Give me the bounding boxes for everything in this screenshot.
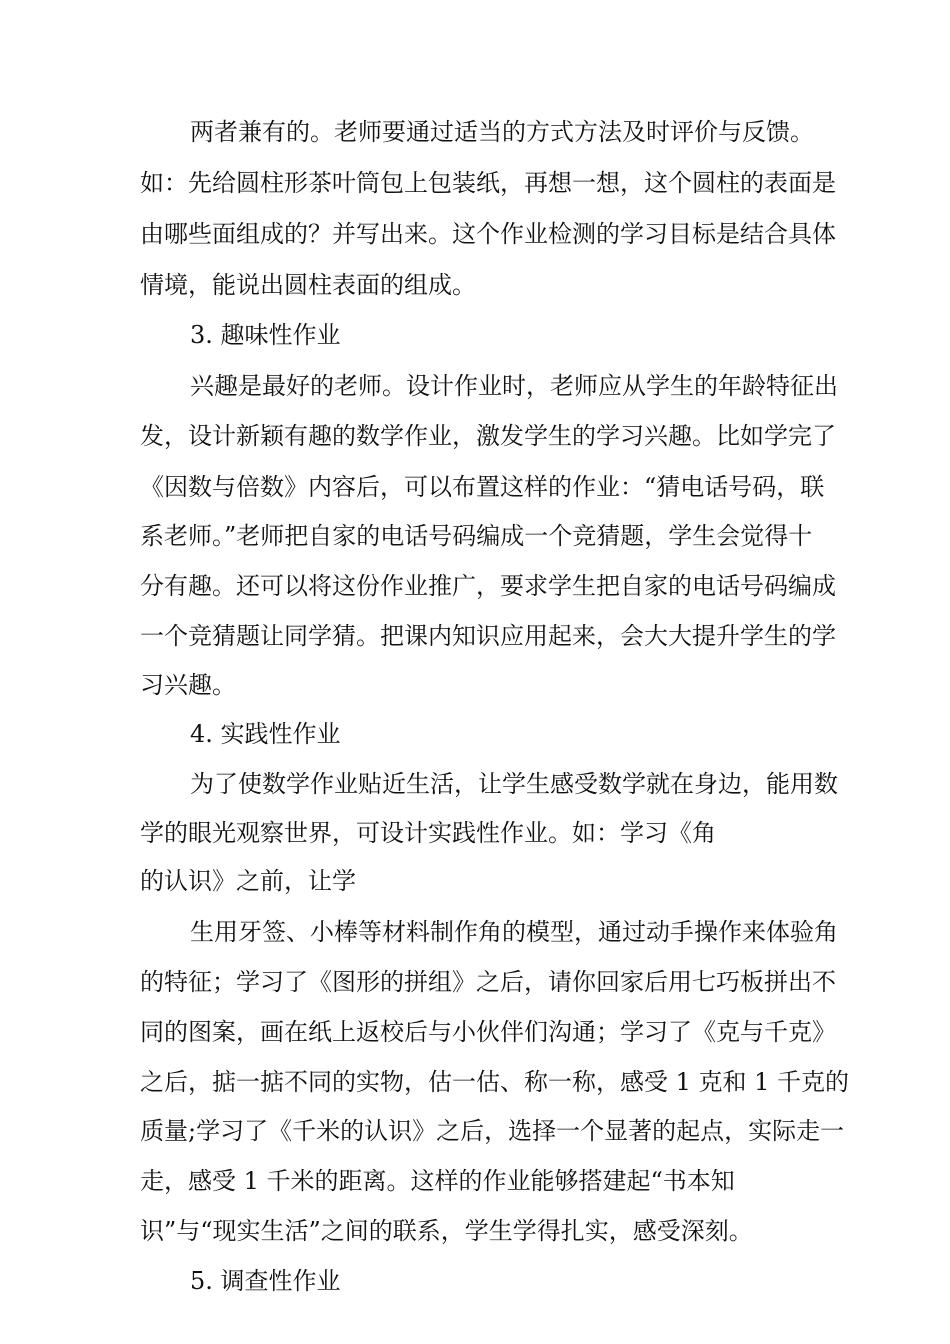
section-heading: 3. 趣味性作业 — [190, 321, 341, 349]
paragraph-line: 分有趣。还可以将这份作业推广，要求学生把自家的电话号码编成 — [140, 572, 836, 600]
paragraph-line: 由哪些面组成的？并写出来。这个作业检测的学习目标是结合具体 — [140, 220, 836, 248]
paragraph-line: 兴趣是最好的老师。设计作业时，老师应从学生的年龄特征出 — [190, 372, 838, 400]
paragraph-line: 一个竞猜题让同学猜。把课内知识应用起来，会大大提升学生的学 — [140, 622, 836, 650]
paragraph-line: 情境，能说出圆柱表面的组成。 — [140, 271, 476, 299]
paragraph-line: 学的眼光观察世界，可设计实践性作业。如：学习《角 — [140, 819, 716, 847]
paragraph-line: 生用牙签、小棒等材料制作角的模型，通过动手操作来体验角 — [190, 918, 838, 946]
paragraph-line: 为了使数学作业贴近生活，让学生感受数学就在身边，能用数 — [190, 770, 838, 798]
paragraph-line: 识”与“现实生活”之间的联系，学生学得扎实，感受深刻。 — [140, 1217, 753, 1245]
paragraph-line: 同的图案，画在纸上返校后与小伙伴们沟通；学习了《克与千克》 — [140, 1018, 836, 1046]
paragraph-line: 习兴趣。 — [140, 671, 236, 699]
paragraph-line: 之后，掂一掂不同的实物，估一估、称一称，感受 1 克和 1 千克的 — [140, 1068, 850, 1096]
paragraph-line: 系老师。”老师把自家的电话号码编成一个竞猜题，学生会觉得十 — [140, 522, 813, 550]
paragraph-line: 质量;学习了《千米的认识》之后，选择一个显著的起点，实际走一 — [140, 1117, 845, 1145]
paragraph-line: 如：先给圆柱形茶叶筒包上包装纸，再想一想，这个圆柱的表面是 — [140, 169, 836, 197]
section-heading: 5. 调查性作业 — [190, 1267, 341, 1295]
paragraph-line: 的认识》之前，让学 — [140, 867, 356, 895]
paragraph-line: 的特征；学习了《图形的拼组》之后，请你回家后用七巧板拼出不 — [140, 968, 836, 996]
paragraph-line: 两者兼有的。老师要通过适当的方式方法及时评价与反馈。 — [190, 118, 814, 146]
paragraph-line: 《因数与倍数》内容后，可以布置这样的作业：“猜电话号码，联 — [140, 473, 825, 501]
paragraph-line: 发，设计新颖有趣的数学作业，激发学生的学习兴趣。比如学完了 — [140, 422, 836, 450]
paragraph-line: 走，感受 1 千米的距离。这样的作业能够搭建起“书本知 — [140, 1167, 735, 1195]
section-heading: 4. 实践性作业 — [190, 720, 341, 748]
